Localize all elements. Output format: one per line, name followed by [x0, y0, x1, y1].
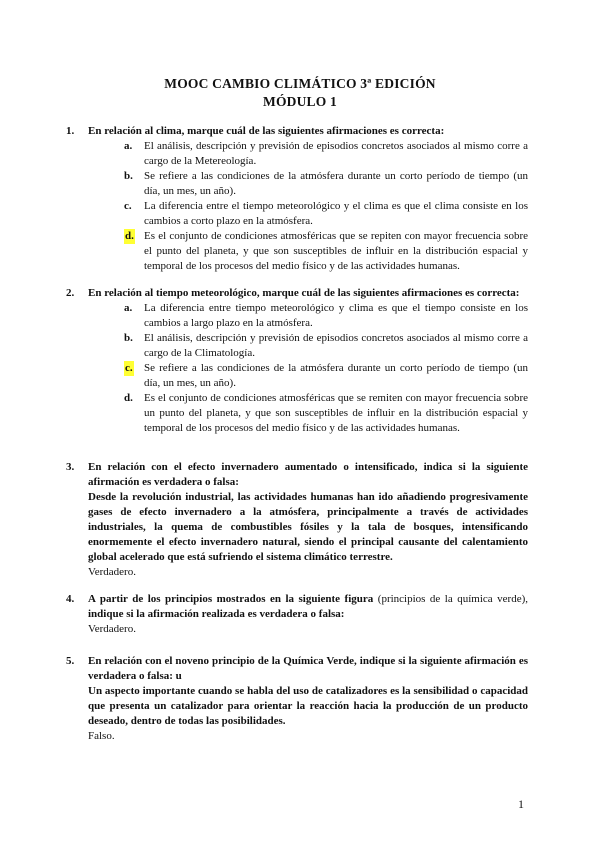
- question-text-part: (principios de la química verde),: [377, 593, 528, 605]
- statement: Desde la revolución industrial, las actividades humanas han ido añadiendo progresivamente gases de efecto invernadero a la atmósfera, principalmente a través de actividades industriales, la quema de combustibles fósiles y la tala de bosques, intensificando enormemente el efecto invernadero natural, siendo el principal causante del calentamiento global acelerado que está sufriendo el sistema climático terrestre.: [88, 491, 528, 563]
- question-2: [66, 286, 528, 436]
- option-letter: b.: [124, 170, 133, 182]
- option-letter: a.: [124, 302, 133, 314]
- question-text: En relación con el efecto invernadero aumentado o intensificado, indica si la siguiente afirmación es verdadera o falsa:: [88, 461, 528, 488]
- option-letter: d.: [124, 392, 133, 404]
- question-text: En relación al tiempo meteorológico, marque cuál de las siguientes afirmaciones es correcta:: [88, 287, 520, 299]
- page-number: 1: [518, 797, 524, 811]
- option-d: [88, 391, 528, 436]
- option-b: [88, 331, 528, 361]
- question-5: [66, 654, 528, 744]
- question-text: En relación con el noveno principio de la Química Verde, indique si la siguiente afirmación es verdadera o falsa: u: [88, 655, 528, 682]
- option-c: [88, 199, 528, 229]
- option-c-correct: [88, 361, 528, 391]
- options-list: [88, 139, 528, 274]
- answer: Verdadero.: [88, 566, 136, 578]
- question-1: [66, 124, 528, 274]
- option-text: Es el conjunto de condiciones atmosféricas que se remiten con mayor frecuencia sobre un punto del planeta, y que son susceptibles de influir en la distribución espacial y temporal de los procesos del medio físico y de las actividades humanas.: [144, 392, 528, 434]
- question-text-part: A partir de los principios mostrados en la siguiente figura: [88, 593, 374, 605]
- option-letter: c.: [124, 200, 132, 212]
- option-letter: b.: [124, 332, 133, 344]
- option-b: [88, 169, 528, 199]
- option-letter-highlighted: c.: [125, 362, 133, 374]
- option-a: [88, 139, 528, 169]
- module-title: MÓDULO 1: [263, 94, 337, 109]
- document-title: MOOC CAMBIO CLIMÁTICO 3ª EDICIÓN: [164, 76, 436, 91]
- question-text-part: indique si la afirmación realizada es verdadera o falsa:: [88, 608, 345, 620]
- option-a: [88, 301, 528, 331]
- option-text: La diferencia entre tiempo meteorológico y clima es que el tiempo consiste en los cambios a largo plazo en la atmósfera.: [144, 302, 528, 329]
- statement: Un aspecto importante cuando se habla del uso de catalizadores es la sensibilidad o capacidad que presenta un catalizador para orientar la reacción hacia la producción de un producto deseado, dentro de todas las posibilidades.: [88, 685, 528, 727]
- option-text: La diferencia entre el tiempo meteorológico y el clima es que el clima consiste en los cambios a corto plazo en la atmósfera.: [144, 200, 528, 227]
- question-number: 1.: [66, 125, 75, 137]
- options-list: [88, 301, 528, 436]
- question-number: 5.: [66, 655, 75, 667]
- option-text: Se refiere a las condiciones de la atmósfera durante un corto período de tiempo (un día, un mes, un año).: [144, 170, 528, 197]
- answer: Falso.: [88, 730, 115, 742]
- option-text: El análisis, descripción y previsión de episodios concretos asociados al mismo corre a cargo de la Metereología.: [144, 140, 528, 167]
- answer: Verdadero.: [88, 623, 136, 635]
- question-text: En relación al clima, marque cuál de las siguientes afirmaciones es correcta:: [88, 125, 445, 137]
- question-number: 2.: [66, 287, 75, 299]
- option-text: Es el conjunto de condiciones atmosféricas que se repiten con mayor frecuencia sobre el punto del planeta, y que son susceptibles de influir en la distribución espacial y temporal de los procesos del medio físico y de las actividades humanas.: [144, 230, 528, 272]
- question-number: 3.: [66, 461, 75, 473]
- question-text: [88, 592, 528, 622]
- option-letter-highlighted: d.: [125, 230, 134, 242]
- question-number: 4.: [66, 593, 75, 605]
- option-text: El análisis, descripción y previsión de episodios concretos asociados al mismo corre a cargo de la Climatología.: [144, 332, 528, 359]
- option-text: Se refiere a las condiciones de la atmósfera durante un corto período de tiempo (un día, un mes, un año).: [144, 362, 528, 389]
- option-letter: a.: [124, 140, 133, 152]
- question-3: [66, 460, 528, 580]
- question-4: [66, 592, 528, 637]
- option-d-correct: [88, 229, 528, 274]
